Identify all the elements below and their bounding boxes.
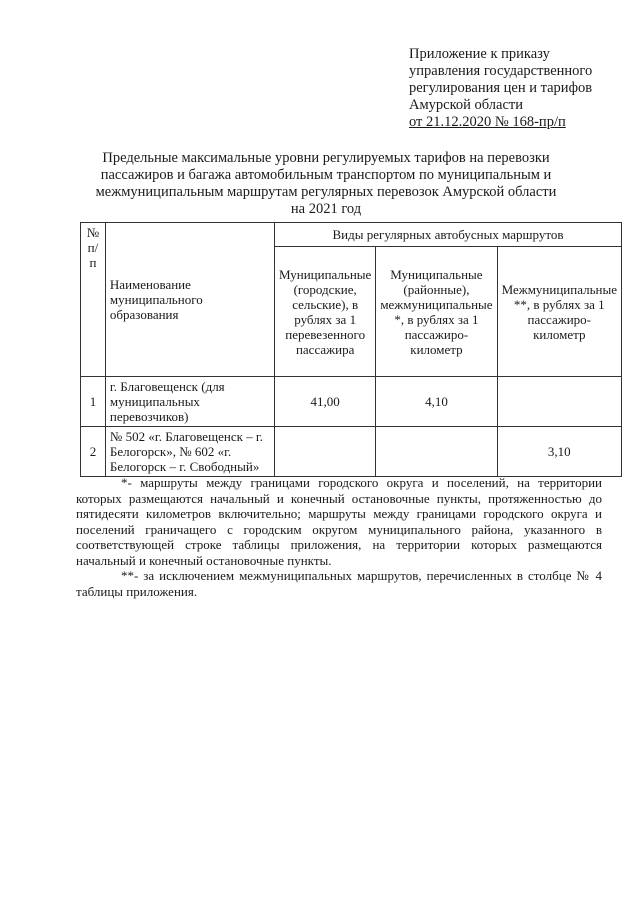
municipal-tariff-value: 41,00 bbox=[275, 377, 376, 427]
table-header-row bbox=[81, 223, 622, 247]
municipal-tariff-value bbox=[275, 427, 376, 477]
rayon-tariff-value bbox=[376, 427, 497, 477]
intermunicipal-tariff-value bbox=[497, 377, 621, 427]
order-reference-block bbox=[409, 46, 631, 131]
footnote-single-asterisk: *- маршруты между границами городского округа и поселений, на территории которых размещаются начальный и конечный остановочные пункты, протяженностью до пятидесяти километров включительно; маршруты между границами городского округа и поселений граничащего с городским округом муниципального района, указанного в соответствующей строке таблицы приложения, на территории которых размещаются начальный и конечный остановочные пункты. bbox=[76, 475, 602, 568]
municipal-tariff-header: Муниципальные (городские, сельские), в рублях за 1 перевезенного пассажира bbox=[275, 247, 376, 377]
row-name: г. Благовещенск (для муниципальных перевозчиков) bbox=[105, 377, 274, 427]
order-date-number: от 21.12.2020 № 168-пр/п bbox=[409, 114, 566, 130]
col-num-header: № п/п bbox=[81, 223, 106, 377]
table-row bbox=[81, 377, 622, 427]
rayon-tariff-value: 4,10 bbox=[376, 377, 497, 427]
tariff-table bbox=[80, 222, 622, 477]
footnote-double-asterisk: **- за исключением межмуниципальных маршрутов, перечисленных в столбце № 4 таблицы приложения. bbox=[76, 568, 602, 599]
header-line: регулирования цен и тарифов bbox=[409, 80, 593, 96]
row-number: 2 bbox=[81, 427, 106, 477]
row-name: № 502 «г. Благовещенск – г. Белогорск», № 602 «г. Белогорск – г. Свободный» bbox=[105, 427, 274, 477]
row-number: 1 bbox=[81, 377, 106, 427]
footnotes bbox=[76, 475, 602, 599]
header-line: Амурской области bbox=[409, 97, 523, 113]
route-types-header: Виды регулярных автобусных маршрутов bbox=[275, 223, 622, 247]
table-row bbox=[81, 427, 622, 477]
rayon-tariff-header: Муниципальные (районные), межмуниципальные *, в рублях за 1 пассажиро-километр bbox=[376, 247, 497, 377]
document-title: Предельные максимальные уровни регулируемых тарифов на перевозки пассажиров и багажа автомобильным транспортом по муниципальным и межмуниципальным маршрутам регулярных перевозок Амурской области на 2021 год bbox=[95, 150, 557, 217]
intermunicipal-tariff-header: Межмуниципальные **, в рублях за 1 пассажиро-километр bbox=[497, 247, 621, 377]
header-line: управления государственного bbox=[409, 63, 593, 79]
header-line: Приложение к приказу bbox=[409, 46, 550, 62]
intermunicipal-tariff-value: 3,10 bbox=[497, 427, 621, 477]
col-name-header: Наименование муниципального образования bbox=[105, 223, 274, 377]
